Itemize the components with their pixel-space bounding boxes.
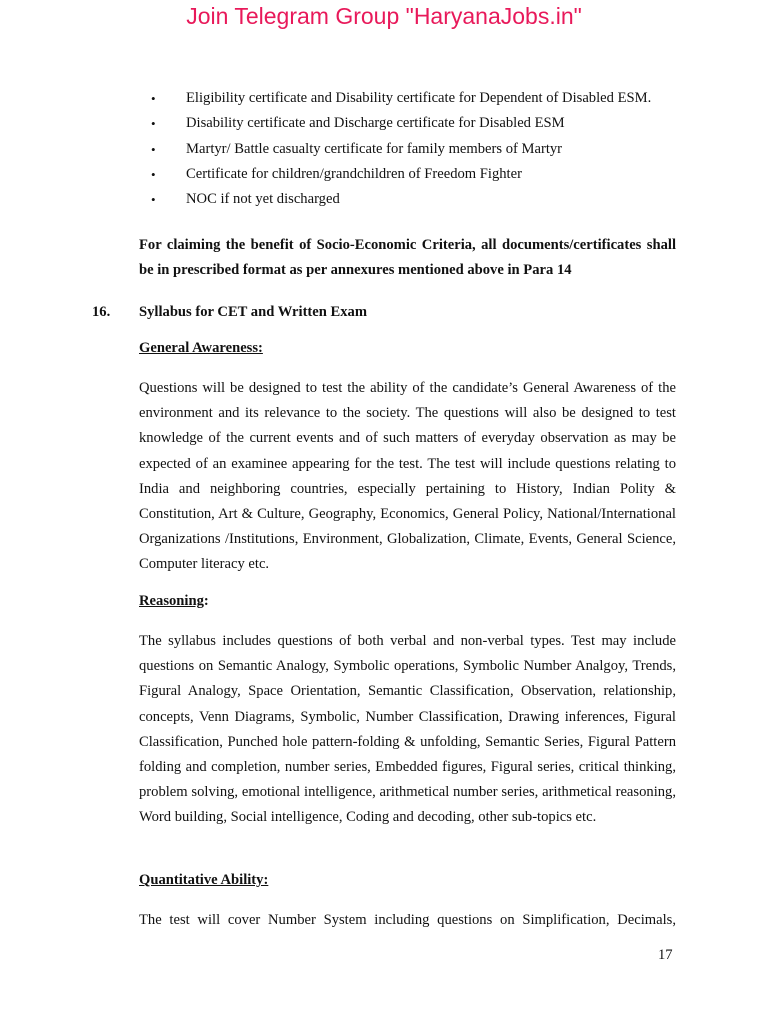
list-item [147,111,707,136]
bullet-icon: • [151,91,156,106]
list-item-text: Eligibility certificate and Disability certificate for Dependent of Disabled ESM. [186,90,652,106]
reasoning-text: The syllabus includes questions of both verbal and non-verbal types. Test may include questions on Semantic Analogy, Symbolic operations, Symbolic Number Analgoy, Trends, Figural Analogy, Space Orientation, Semantic Classification, Observation, relationship, concepts, Venn Diagrams, Symbolic, Number Classification, Drawing inferences, Figural Classification, Punched hole pattern-folding & unfolding, Semantic Series, Figural Pattern folding and completion, number series, Embedded figures, Figural series, critical thinking, problem solving, emotional intelligence, arithmetical number series, arithmetical reasoning, Word building, Social intelligence, Coding and decoding, other sub-topics etc. [139,633,676,826]
list-item [147,86,707,111]
socio-economic-note: For claiming the benefit of Socio-Economic Criteria, all documents/certificates shall be in prescribed format as per annexures mentioned above in Para 14 [139,237,676,279]
quantitative-heading [139,869,268,891]
section-number: 16. [92,304,111,320]
page-number: 17 [658,947,673,963]
bullet-icon: • [151,166,156,182]
section-title: Syllabus for CET and Written Exam [139,304,368,320]
bullet-icon: • [151,116,156,132]
list-item-text: Certificate for children/grandchildren of Freedom Fighter [186,165,522,182]
list-item [147,137,707,162]
list-item-text: Martyr/ Battle casualty certificate for family members of Martyr [186,140,563,157]
quantitative-text: The test will cover Number System including questions on Simplification, Decimals, [139,912,676,928]
list-item [147,187,707,212]
certificate-list [147,86,707,212]
list-item-text: Disability certificate and Discharge certificate for Disabled ESM [186,115,565,132]
general-awareness-heading [139,337,263,359]
reasoning-heading-text: Reasoning [139,593,204,609]
general-awareness-heading-text: General Awareness: [139,340,263,356]
quantitative-heading-text: Quantitative Ability: [139,872,269,888]
reasoning-heading [139,590,209,612]
bullet-icon: • [151,141,156,157]
general-awareness-text: Questions will be designed to test the ability of the candidate’s General Awareness of the environment and its relevance to the society. The questions will also be designed to test knowledge of the current events and of such matters of everyday observation as may be expected of an examinee appearing for the test. The test will include questions relating to India and neighboring countries, especially pertaining to History, Indian Polity & Constitution, Art & Culture, Geography, Economics, General Policy, National/International Organizations /Institutions, Environment, Globalization, Climate, Events, General Science, Computer literacy etc. [139,380,676,573]
bullet-icon: • [151,192,156,208]
list-item-text: NOC if not yet discharged [186,191,340,208]
list-item [147,162,707,187]
telegram-banner: Join Telegram Group "HaryanaJobs.in" [186,3,582,29]
reasoning-heading-colon: : [203,593,209,609]
